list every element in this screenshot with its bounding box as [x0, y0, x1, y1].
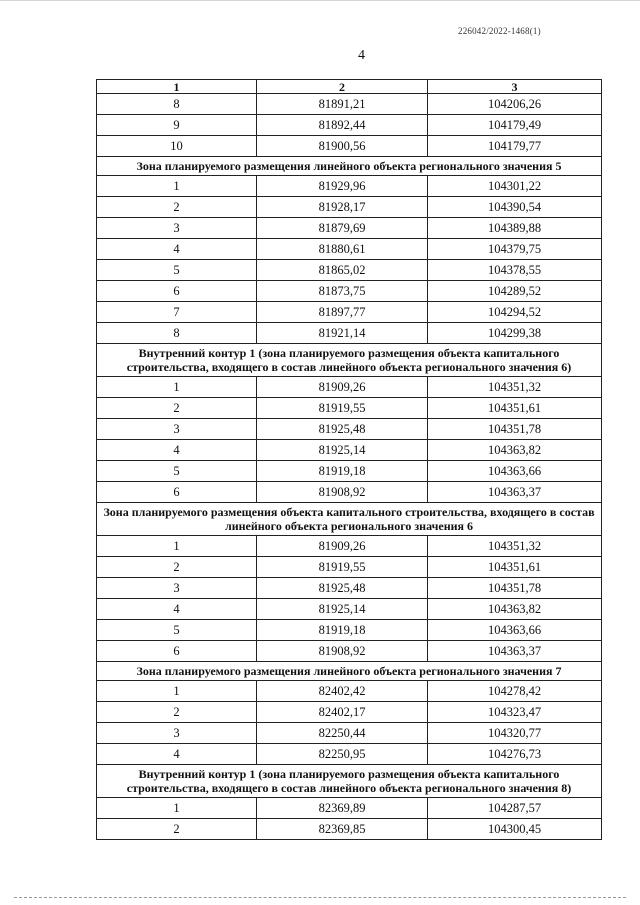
- y-coordinate-cell: 104379,75: [428, 239, 602, 260]
- y-coordinate-cell: 104289,52: [428, 281, 602, 302]
- x-coordinate-cell: 81919,55: [257, 557, 428, 578]
- table-row: [97, 620, 602, 641]
- y-coordinate-cell: 104389,88: [428, 218, 602, 239]
- point-number-cell: 1: [97, 536, 257, 557]
- table-row: [97, 599, 602, 620]
- y-coordinate-cell: 104390,54: [428, 197, 602, 218]
- x-coordinate-cell: 81928,17: [257, 197, 428, 218]
- x-coordinate-cell: 82369,89: [257, 798, 428, 819]
- x-coordinate-cell: 81900,56: [257, 136, 428, 157]
- point-number-cell: 5: [97, 260, 257, 281]
- x-coordinate-cell: 81925,48: [257, 419, 428, 440]
- x-coordinate-cell: 81909,26: [257, 536, 428, 557]
- x-coordinate-cell: 81865,02: [257, 260, 428, 281]
- point-number-cell: 10: [97, 136, 257, 157]
- document-reference-number: 226042/2022-1468(1): [458, 26, 541, 36]
- point-number-cell: 8: [97, 94, 257, 115]
- table-row: [97, 819, 602, 840]
- zone-heading: Внутренний контур 1 (зона планируемого размещения объекта капитального строительства, входящего в состав линейного объекта регионального значения 6): [97, 344, 602, 377]
- table-row: [97, 398, 602, 419]
- point-number-cell: 3: [97, 723, 257, 744]
- x-coordinate-cell: 81880,61: [257, 239, 428, 260]
- point-number-cell: 4: [97, 599, 257, 620]
- x-coordinate-cell: 81925,14: [257, 440, 428, 461]
- x-coordinate-cell: 81908,92: [257, 482, 428, 503]
- x-coordinate-cell: 81919,18: [257, 461, 428, 482]
- point-number-cell: 1: [97, 681, 257, 702]
- y-coordinate-cell: 104363,37: [428, 641, 602, 662]
- point-number-cell: 1: [97, 798, 257, 819]
- y-coordinate-cell: 104351,78: [428, 578, 602, 599]
- zone-heading: Зона планируемого размещения объекта капитального строительства, входящего в состав линейного объекта регионального значения 6: [97, 503, 602, 536]
- table-row: [97, 377, 602, 398]
- point-number-cell: 3: [97, 218, 257, 239]
- point-number-cell: 3: [97, 419, 257, 440]
- zone-heading-row: [97, 662, 602, 681]
- table-row: [97, 482, 602, 503]
- table-row: [97, 218, 602, 239]
- y-coordinate-cell: 104378,55: [428, 260, 602, 281]
- point-number-cell: 1: [97, 176, 257, 197]
- y-coordinate-cell: 104287,57: [428, 798, 602, 819]
- y-coordinate-cell: 104300,45: [428, 819, 602, 840]
- table-row: [97, 440, 602, 461]
- table-row: [97, 239, 602, 260]
- table-row: [97, 578, 602, 599]
- table-row: [97, 744, 602, 765]
- table-row: [97, 798, 602, 819]
- point-number-cell: 6: [97, 281, 257, 302]
- zone-heading-row: [97, 765, 602, 798]
- scan-top-edge: [0, 0, 640, 1]
- table-row: [97, 323, 602, 344]
- y-coordinate-cell: 104351,61: [428, 557, 602, 578]
- table-row: [97, 536, 602, 557]
- x-coordinate-cell: 81897,77: [257, 302, 428, 323]
- y-coordinate-cell: 104351,78: [428, 419, 602, 440]
- y-coordinate-cell: 104363,37: [428, 482, 602, 503]
- column-header: 1: [97, 80, 257, 94]
- point-number-cell: 2: [97, 819, 257, 840]
- x-coordinate-cell: 81891,21: [257, 94, 428, 115]
- point-number-cell: 7: [97, 302, 257, 323]
- point-number-cell: 4: [97, 744, 257, 765]
- y-coordinate-cell: 104363,82: [428, 599, 602, 620]
- y-coordinate-cell: 104363,82: [428, 440, 602, 461]
- table-header-row: [97, 80, 602, 94]
- x-coordinate-cell: 81879,69: [257, 218, 428, 239]
- x-coordinate-cell: 81909,26: [257, 377, 428, 398]
- point-number-cell: 6: [97, 482, 257, 503]
- zone-heading-row: [97, 503, 602, 536]
- y-coordinate-cell: 104299,38: [428, 323, 602, 344]
- scan-bottom-edge: [14, 897, 626, 899]
- column-header: 3: [428, 80, 602, 94]
- point-number-cell: 2: [97, 702, 257, 723]
- table-row: [97, 260, 602, 281]
- point-number-cell: 2: [97, 557, 257, 578]
- x-coordinate-cell: 82369,85: [257, 819, 428, 840]
- point-number-cell: 5: [97, 461, 257, 482]
- y-coordinate-cell: 104276,73: [428, 744, 602, 765]
- table-row: [97, 641, 602, 662]
- table-row: [97, 702, 602, 723]
- table-row: [97, 681, 602, 702]
- x-coordinate-cell: 82402,17: [257, 702, 428, 723]
- point-number-cell: 8: [97, 323, 257, 344]
- x-coordinate-cell: 81908,92: [257, 641, 428, 662]
- y-coordinate-cell: 104363,66: [428, 620, 602, 641]
- point-number-cell: 1: [97, 377, 257, 398]
- y-coordinate-cell: 104294,52: [428, 302, 602, 323]
- zone-heading: Внутренний контур 1 (зона планируемого размещения объекта капитального строительства, входящего в состав линейного объекта регионального значения 8): [97, 765, 602, 798]
- y-coordinate-cell: 104351,32: [428, 377, 602, 398]
- y-coordinate-cell: 104179,49: [428, 115, 602, 136]
- y-coordinate-cell: 104179,77: [428, 136, 602, 157]
- x-coordinate-cell: 81925,14: [257, 599, 428, 620]
- point-number-cell: 4: [97, 239, 257, 260]
- point-number-cell: 4: [97, 440, 257, 461]
- table-body: [97, 94, 602, 840]
- zone-heading: Зона планируемого размещения линейного объекта регионального значения 7: [97, 662, 602, 681]
- x-coordinate-cell: 82250,44: [257, 723, 428, 744]
- table-row: [97, 176, 602, 197]
- x-coordinate-cell: 81919,55: [257, 398, 428, 419]
- point-number-cell: 2: [97, 398, 257, 419]
- x-coordinate-cell: 81892,44: [257, 115, 428, 136]
- table-row: [97, 115, 602, 136]
- x-coordinate-cell: 81925,48: [257, 578, 428, 599]
- y-coordinate-cell: 104351,61: [428, 398, 602, 419]
- table-row: [97, 136, 602, 157]
- point-number-cell: 9: [97, 115, 257, 136]
- zone-heading-row: [97, 344, 602, 377]
- y-coordinate-cell: 104323,47: [428, 702, 602, 723]
- column-header: 2: [257, 80, 428, 94]
- table-row: [97, 557, 602, 578]
- table-row: [97, 723, 602, 744]
- point-number-cell: 6: [97, 641, 257, 662]
- table-row: [97, 197, 602, 218]
- y-coordinate-cell: 104278,42: [428, 681, 602, 702]
- table-row: [97, 302, 602, 323]
- y-coordinate-cell: 104363,66: [428, 461, 602, 482]
- zone-heading: Зона планируемого размещения линейного объекта регионального значения 5: [97, 157, 602, 176]
- table-row: [97, 419, 602, 440]
- x-coordinate-cell: 81873,75: [257, 281, 428, 302]
- y-coordinate-cell: 104301,22: [428, 176, 602, 197]
- table-row: [97, 94, 602, 115]
- y-coordinate-cell: 104320,77: [428, 723, 602, 744]
- zone-heading-row: [97, 157, 602, 176]
- point-number-cell: 3: [97, 578, 257, 599]
- page-number: 4: [358, 48, 365, 63]
- x-coordinate-cell: 82402,42: [257, 681, 428, 702]
- x-coordinate-cell: 82250,95: [257, 744, 428, 765]
- x-coordinate-cell: 81919,18: [257, 620, 428, 641]
- y-coordinate-cell: 104206,26: [428, 94, 602, 115]
- point-number-cell: 2: [97, 197, 257, 218]
- table-row: [97, 281, 602, 302]
- coordinates-table: [96, 79, 602, 840]
- x-coordinate-cell: 81929,96: [257, 176, 428, 197]
- x-coordinate-cell: 81921,14: [257, 323, 428, 344]
- table-row: [97, 461, 602, 482]
- y-coordinate-cell: 104351,32: [428, 536, 602, 557]
- point-number-cell: 5: [97, 620, 257, 641]
